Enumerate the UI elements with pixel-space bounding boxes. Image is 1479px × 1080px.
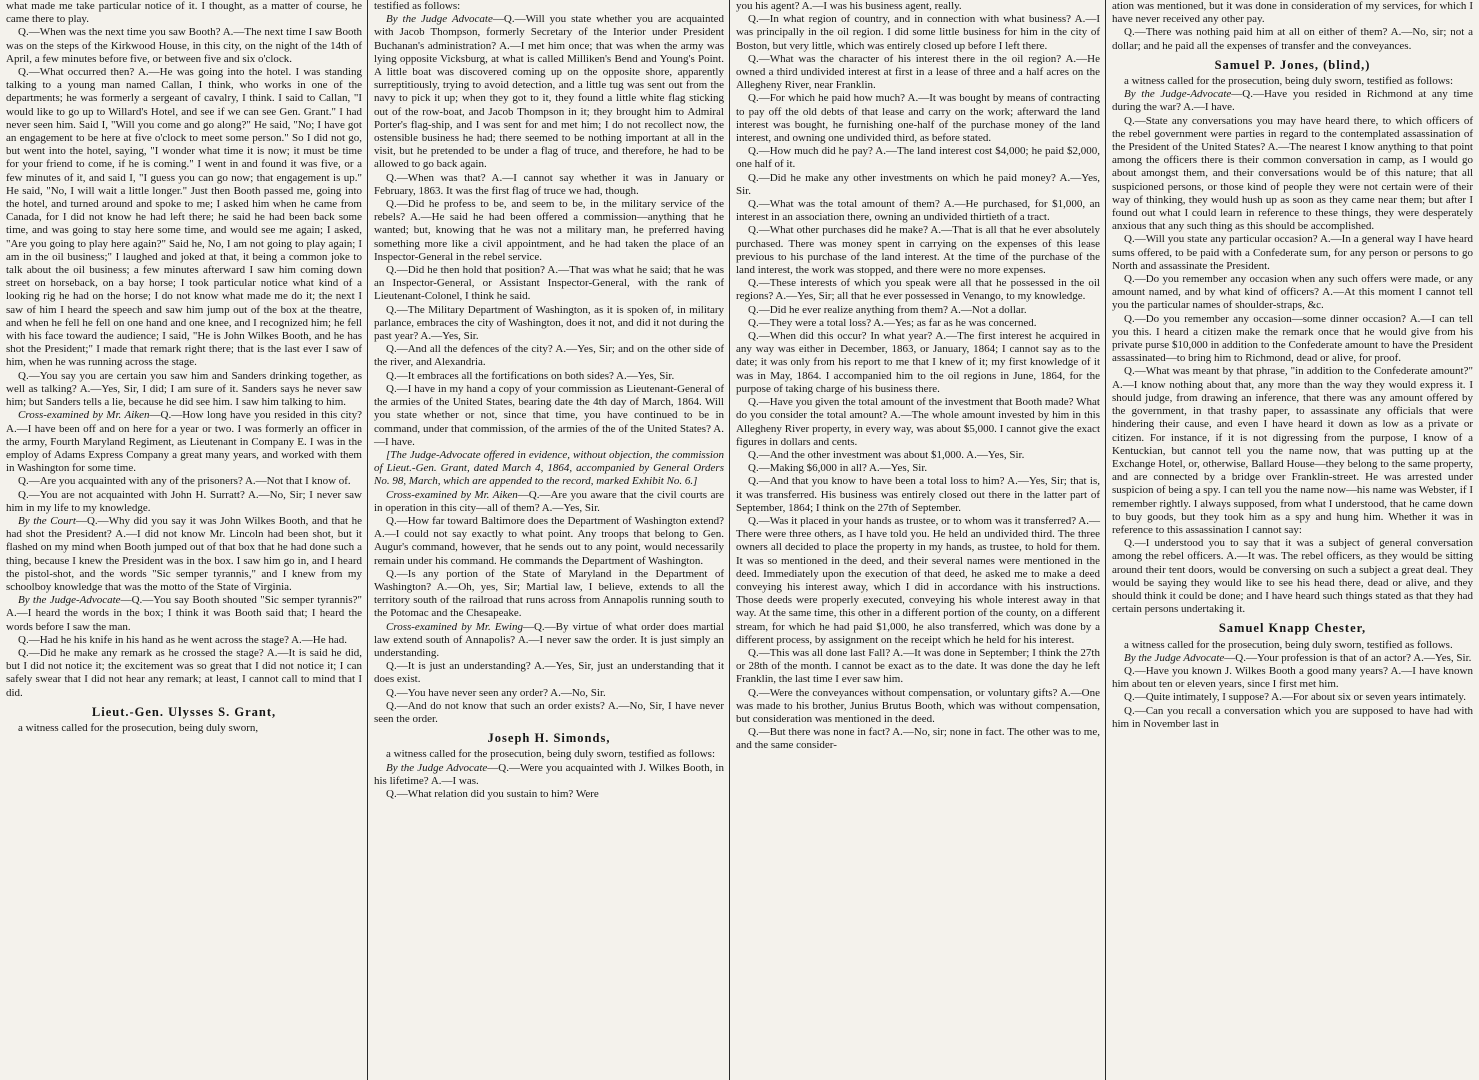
testimony-paragraph: Q.—And the other investment was about $1,000. A.—Yes, Sir. <box>748 448 1025 461</box>
paragraph-text: —Q.—Your profession is that of an actor? A.—Yes, Sir. <box>1224 651 1472 664</box>
testimony-paragraph: Q.—Making $6,000 in all? A.—Yes, Sir. <box>748 462 928 475</box>
testimony-paragraph: ation was mentioned, but it was done in consideration of my services, for which I have never received any other pay. <box>1112 0 1473 26</box>
paragraph-text: —Q.—Were you acquainted with J. Wilkes Booth, in his lifetime? A.—I was. <box>374 761 724 787</box>
testimony-paragraph: Q.—I understood you to say that it was a subject of general conversation among the rebel officers. A.—It was. The rebel officers, as they would be sitting around their tent doors, would be conversing on such a subject a great deal. They would be saying they would like to see his head there, dead or alive, and they should think it could be done; and I have heard such things stated as that they had certain persons undertaking it. <box>1112 537 1473 616</box>
testimony-paragraph: Q.—Were the conveyances without compensation, or voluntary gifts? A.—One was made to his brother, Junius Brutus Booth, which was without compensation, but consideration was mentioned in the deed. <box>736 686 1100 725</box>
testimony-paragraph: Q.—What was the total amount of them? A.—He purchased, for $1,000, an interest in an association there, owning an undivided thirtieth of a tract. <box>736 198 1100 224</box>
testimony-paragraph: Q.—Had he his knife in his hand as he went across the stage? A.—He had. <box>18 633 348 646</box>
testimony-paragraph: Q.—The Military Department of Washington, as it is spoken of, in military parlance, embraces the city of Washington, does it not, and did it not during the past year? A.—Yes, Sir. <box>374 303 724 343</box>
testimony-paragraph: Q.—What occurred then? A.—He was going into the hotel. I was standing talking to a young man named Callan, I think, who works in one of the departments; he was formerly a sergeant of cavalry, I think. I said to Callan, "I would like to go up to Willard's Hotel, and see if we can see Gen. Grant." I had never seen him. Said I, "Will you come and go along?" He said, "No; I have got an engagement to be here at five o'clock to meet some person." So I did not go, but went into the hotel, saying, "I wonder what time it is now; it must be time for your friend to come, if he is coming." I went in and found it was five, or a few minutes of it, and said I, "I guess you can go now; that engagement is up." He said, "No, I will wait a little longer." Just then Booth passed me, going into the hotel, and turned around and spoke to me; I asked him when he came from Canada, for I did not know he had left there; he said he had been back some time, and was going to stay here some time, and would see me again; I asked, "Are you going to play here again?" Said he, No, I am not going to play again; I am in the oil business;" I laughed and joked at that, it being a common joke to talk about the oil business; a few minutes afterward I saw him coming down street on horseback, on a bay horse; I took particular notice what kind of a looking rig he had on the horse; I do not know what made me do it; the next I saw of him I heard the speech and saw him jump out of the box at the theatre, and when he fell he fell on one hand and one knee, and I recognized him; he fell with his face toward the audience; I said, "He is John Wilkes Booth, and he has shot the President;" I made that remark right there; that is the last ever I saw of him, when he was running across the stage. <box>6 66 362 369</box>
testimony-paragraph: Q.—What was the character of his interest there in the oil region? A.—He owned a third undivided interest at first in a lease of three and a half acres on the Allegheny River, near Franklin. <box>736 52 1100 92</box>
paragraph-text: —Q.—Are you aware that the civil courts are in operation in this city—all of them? A.—Yes, Sir. <box>374 488 725 514</box>
testimony-paragraph: Q.—Do you remember any occasion when any such offers were made, or any amount named, and by what kind of officers? A.—At this moment I cannot tell you the particular names of shoulder-straps, &c. <box>1112 273 1473 312</box>
testimony-paragraph: Q.—You are not acquainted with John H. Surratt? A.—No, Sir; I never saw him in my life to my knowledge. <box>6 488 362 514</box>
testimony-paragraph <box>374 621 724 661</box>
testimony-paragraph: Q.—And all the defences of the city? A.—Yes, Sir; and on the other side of the river, and Alexandria. <box>374 343 724 369</box>
examiner-lead: Cross-examined by Mr. Aiken <box>386 488 518 501</box>
testimony-paragraph: Q.—Are you acquainted with any of the prisoners? A.—Not that I know of. <box>18 475 351 488</box>
examiner-lead: By the Judge-Advocate <box>18 594 121 607</box>
paragraph-text: —Q.—Why did you say it was John Wilkes Booth, and that he had shot the President? A.—I did not know Mr. Lincoln had been shot, but it flashed on my mind when Booth jumped out of that box that he had done such a thing, because I knew the President was in the box. I saw him go in, and I heard the pistol-shot, and the words "Sic semper tyrannis," and I knew from my schoolboy knowledge that was the motto of the State of Virginia. <box>6 514 363 593</box>
testimony-paragraph <box>6 409 362 475</box>
testimony-paragraph: Q.—I have in my hand a copy of your commission as Lieutenant-General of the armies of the United States, bearing date the 4th day of March, 1864. Will you state whether or not, since that time, you have continued to be in command, under that commission, of the armies of the of the United States? A.—I have. <box>374 382 724 448</box>
examiner-lead: By the Judge Advocate <box>1124 651 1225 664</box>
witness-heading: Lieut.-Gen. Ulysses S. Grant, <box>91 704 277 719</box>
testimony-paragraph: Q.—It is just an understanding? A.—Yes, Sir, just an understanding that it does exist. <box>374 660 724 686</box>
testimony-paragraph: Q.—Have you known J. Wilkes Booth a good many years? A.—I have known him about ten or eleven years, since I first met him. <box>1112 664 1473 691</box>
testimony-paragraph: Q.—Was it placed in your hands as trustee, or to whom was it transferred? A.—There were three others, as I have told you. He held an undivided third. The three owners all decided to place the property in my hands, as trustee, to hold for them. It was so mentioned in the deed, and their several names were mentioned in the deed. Immediately upon the execution of that deed, he asked me to make a deed conveying his interest away, which I did in accordance with his instructions. Those deeds were properly executed, conveying his whole interest away in that way. At the same time, this other in a different portion of the county, on a different stream, for which he had paid $1,000, he also transferred, which was done by a different process, by assignment on the receipt which he held for his interest. <box>736 514 1100 646</box>
column-1 <box>0 0 368 1080</box>
testimony-paragraph: Q.—Did he make any remark as he crossed the stage? A.—It is said he did, but I did not notice it; the excitement was so great that I did not notice it; I can safely swear that I did not hear any remark; at least, I cannot call to mind that I did. <box>6 646 362 699</box>
testimony-paragraph: Q.—Can you recall a conversation which you are supposed to have had with him in November last in <box>1112 704 1473 730</box>
column-3 <box>730 0 1106 1080</box>
examiner-lead: Cross-examined by Mr. Ewing <box>386 620 523 633</box>
testimony-paragraph <box>374 13 724 171</box>
examiner-lead: Cross-examined by Mr. Aiken <box>18 409 150 422</box>
testimony-paragraph: Q.—And that you know to have been a total loss to him? A.—Yes, Sir; that is, it was transferred. His business was entirely closed out there in the latter part of September, 1864; I think on the 27th of September. <box>736 475 1100 514</box>
testimony-paragraph: Q.—You have never seen any order? A.—No, Sir. <box>386 686 606 699</box>
testimony-paragraph: Q.—When was the next time you saw Booth? A.—The next time I saw Booth was on the steps of the Kirkwood House, in this city, on the night of the 14th of April, a few minutes before five, or between five and six o'clock. <box>6 26 362 65</box>
testimony-paragraph: Q.—Have you given the total amount of the investment that Booth made? What do you consider the total amount? A.—The whole amount invested by him in this Allegheny River property, in every way, was about $5,000. I cannot give the exact figures in dollars and cents. <box>736 396 1100 448</box>
examiner-lead: By the Judge Advocate <box>386 13 493 26</box>
witness-heading: Joseph H. Simonds, <box>487 731 611 746</box>
testimony-paragraph: Q.—There was nothing paid him at all on either of them? A.—No, sir; not a dollar; and he paid all the expenses of transfer and the conveyances. <box>1112 26 1473 52</box>
testimony-paragraph: Q.—Did he profess to be, and seem to be, in the military service of the rebels? A.—He said he had been offered a commission—anything that he wanted; but, knowing that he was not a military man, he preferred having something more like a civil appointment, and he had taken the place of an Inspector-General in the rebel service. <box>374 198 724 263</box>
testimony-paragraph: Q.—They were a total loss? A.—Yes; as far as he was concerned. <box>748 316 1037 329</box>
testimony-paragraph <box>6 594 362 634</box>
testimony-paragraph: Q.—Did he make any other investments on which he paid money? A.—Yes, Sir. <box>736 171 1100 197</box>
testimony-paragraph: what made me take particular notice of it. I thought, as a matter of course, he came there to play. <box>6 0 362 26</box>
column-2 <box>368 0 730 1080</box>
testimony-paragraph: Q.—It embraces all the fortifications on both sides? A.—Yes, Sir. <box>386 369 675 382</box>
testimony-paragraph: Q.—These interests of which you speak were all that he possessed in the oil regions? A.—Yes, Sir; all that he ever possessed in Venango, to my knowledge. <box>736 277 1100 303</box>
paragraph-text: —Q.—Will you state whether you are acquainted with Jacob Thompson, formerly Secretary of the Interior under President Buchanan's administration? A.—I met him once; that was when the army was lying opposite Vicksburg, at what is called Milliken's Bend and Young's Point. A little boat was discovered coming up on the opposite shore, apparently surreptitiously, trying to avoid detection, and a little tug was sent out from the navy to pick it up; when they got to it, they found a little white flag sticking out of the row-boat, and Jacob Thompson in it; they brought him to Admiral Porter's flag-ship, and I was sent for and met him; I do not recollect now, the ostensible business he had; there seemed to be nothing important at all in the visit, but he pretended to be under a flag of truce, and therefore, he had to be allowed to go back again. <box>374 13 725 171</box>
testimony-paragraph: Q.—But there was none in fact? A.—No, sir; none in fact. The other was to me, and the same consider- <box>736 726 1100 752</box>
testimony-paragraph: Q.—What other purchases did he make? A.—That is all that he ever absolutely purchased. There was money spent in carrying on the expenses of this lease previous to his purchase of the land interest. At the time of the purchase of the land interest, the work was stopped, and there were no more expenses. <box>736 224 1100 277</box>
witness-intro: a witness called for the prosecution, being duly sworn, testified as follows: <box>386 748 716 761</box>
testimony-paragraph: testified as follows: <box>374 0 461 12</box>
paragraph-text: —Q.—Have you resided in Richmond at any time during the war? A.—I have. <box>1112 88 1473 114</box>
testimony-paragraph: Q.—In what region of country, and in connection with what business? A.—I was principally in the oil region. I did some little business for him in the city of Boston, but very little, which was entirely closed up before I left there. <box>736 13 1100 52</box>
testimony-paragraph: Q.—And do not know that such an order exists? A.—No, Sir, I have never seen the order. <box>374 699 724 725</box>
witness-heading: Samuel P. Jones, (blind,) <box>1214 57 1371 72</box>
paragraph-text: —Q.—How long have you resided in this city? A.—I have been off and on here for a year or two. I was formerly an officer in the army, Fourth Maryland Regiment, as Lieutenant in Company E. I was in the employ of Adams Express Company a great many years, and worked with them in Washington for some time. <box>6 409 362 475</box>
testimony-paragraph <box>374 762 724 788</box>
testimony-paragraph <box>6 515 362 594</box>
testimony-paragraph: Q.—When was that? A.—I cannot say whether it was in January or February, 1863. It was the first flag of truce we had, though. <box>374 171 724 197</box>
paragraph-text: —Q.—You say Booth shouted "Sic semper tyrannis?" A.—I heard the words in the box; I think it was Booth said that; I heard the words before I saw the man. <box>6 594 363 633</box>
testimony-paragraph: Q.—Is any portion of the State of Maryland in the Department of Washington? A.—Oh, yes, Sir; Martial law, I believe, extends to all the territory south of the railroad that runs across from Annapolis running south to the Potomac and the Chesapeake. <box>374 567 724 620</box>
testimony-paragraph: Q.—What relation did you sustain to him? Were <box>386 787 599 800</box>
examiner-lead: By the Court <box>18 514 76 527</box>
testimony-paragraph: Q.—Will you state any particular occasion? A.—In a general way I have heard sums offered, to be paid with a Confederate sum, for any person or persons to go North and assassinate the President. <box>1112 233 1473 272</box>
testimony-paragraph: Q.—For which he paid how much? A.—It was bought by means of contracting to pay off the old debts of that lease and carry on the work; afterward the land interest was bought, he furnishing one-half of the purchase money of the land interest, and owning one undivided third, as before stated. <box>736 92 1100 145</box>
testimony-paragraph: Q.—Did he then hold that position? A.—That was what he said; that he was an Inspector-General, or Assistant Inspector-General, with the rank of Lieutenant-Colonel, I think he said. <box>374 264 724 303</box>
witness-heading: Samuel Knapp Chester, <box>1218 621 1367 636</box>
testimony-paragraph: Q.—Do you remember any occasion—some dinner occasion? A.—I can tell you this. I heard a citizen make the remark once that he would give from his private purse $10,000 in addition to the Confederate amount to have the President assassinated—to bring him to Richmond, dead or alive, for proof. <box>1112 312 1473 365</box>
testimony-paragraph: Q.—What was meant by that phrase, "in addition to the Confederate amount?" A.—I know nothing about that, any more than the way they would express it. I should judge, from drawing an inference, that there was any amount offered by the government, in that trashy paper, to assassinate any officials that were hindering their cause, and even I have heard it down as low as a private or citizen. For instance, if it is not digressing from the purpose, I know of a Kentuckian, but cannot tell you the name now, that was putting up at the Exchange Hotel, or, otherwise, Ballard House—they belong to the same property, and are connected by a bridge over Franklin-street. He was arrested under suspicion of being a spy. I can tell you the name now—his name was Webster, if I remember rightly. I always supposed, from what I understood, that he came down to buy goods, but they took him as a spy and hung him. Whether it was in reference to this assassination I cannot say: <box>1112 365 1473 536</box>
testimony-paragraph: Q.—Did he ever realize anything from them? A.—Not a dollar. <box>748 303 1027 316</box>
column-4 <box>1106 0 1479 1080</box>
witness-intro: a witness called for the prosecution, being duly sworn, testified as follows: <box>1124 75 1454 88</box>
testimony-paragraph: Q.—How far toward Baltimore does the Department of Washington extend? A.—I could not say exactly to what point. Any troops that belong to Gen. Augur's command, however, that he sends out to any point, would necessarily remain under his command. He commands the Department of Washington. <box>374 514 724 567</box>
paragraph-text: —Q.—By virtue of what order does martial law extend south of Annapolis? A.—I never saw the order. It is just simply an understanding. <box>374 620 724 659</box>
examiner-lead: By the Judge Advocate <box>386 761 488 774</box>
testimony-paragraph: Q.—This was all done last Fall? A.—It was done in September; I think the 27th or 28th of the month. I cannot be exact as to the date. It was done the day he left Franklin, the last time I ever saw him. <box>736 646 1100 686</box>
testimony-paragraph <box>374 489 724 515</box>
testimony-paragraph: Q.—How much did he pay? A.—The land interest cost $4,000; he paid $2,000, one half of it. <box>736 145 1100 171</box>
examiner-lead: By the Judge-Advocate <box>1124 88 1232 101</box>
testimony-paragraph: Q.—When did this occur? In what year? A.—The first interest he acquired in any way was either in December, 1863, or January, 1864; I cannot say as to the date; it was only from his report to me that I knew of it; my first knowledge of it was in May, 1864. I accompanied him to the oil regions in June, 1864, for the purpose of taking charge of his business there. <box>736 330 1100 395</box>
testimony-paragraph: Q.—You say you are certain you saw him and Sanders drinking together, as well as talking? A.—Yes, Sir, I did; I am sure of it. Sanders says he never saw him; but Sanders tells a lie, because he did see him. I saw him talking to him. <box>6 369 362 409</box>
testimony-paragraph: Q.—Quite intimately, I suppose? A.—For about six or seven years intimately. <box>1124 691 1466 704</box>
bracketed-note: [The Judge-Advocate offered in evidence, without objection, the commission of Lieut.-Gen. Grant, dated March 4, 1864, accompanied by General Orders No. 98, March, which are appended to the record, marked Exhibit No. 6.] <box>374 448 724 488</box>
testimony-paragraph: Q.—State any conversations you may have heard there, to which officers of the rebel government were parties in regard to the contemplated assassination of the President of the United States? A.—The nearest I know anything to that point among the officers there is their common conversation in camp, as I would go about amongst them, and their conversations would be of this nature; that all suspicioned persons, or those kind of people they were not certain were of their way of thinking, they would hush up as soon as they came near them; but after I found out what I could learn in reference to these things, they were desperately anxious that any such thing as this should be accomplished. <box>1112 114 1473 233</box>
testimony-paragraph <box>1112 88 1473 114</box>
testimony-paragraph <box>1112 652 1473 665</box>
witness-intro: a witness called for the prosecution, being duly sworn, testified as follows. <box>1124 638 1453 651</box>
witness-intro: a witness called for the prosecution, being duly sworn, <box>18 721 259 734</box>
testimony-paragraph: you his agent? A.—I was his business agent, really. <box>736 0 962 12</box>
